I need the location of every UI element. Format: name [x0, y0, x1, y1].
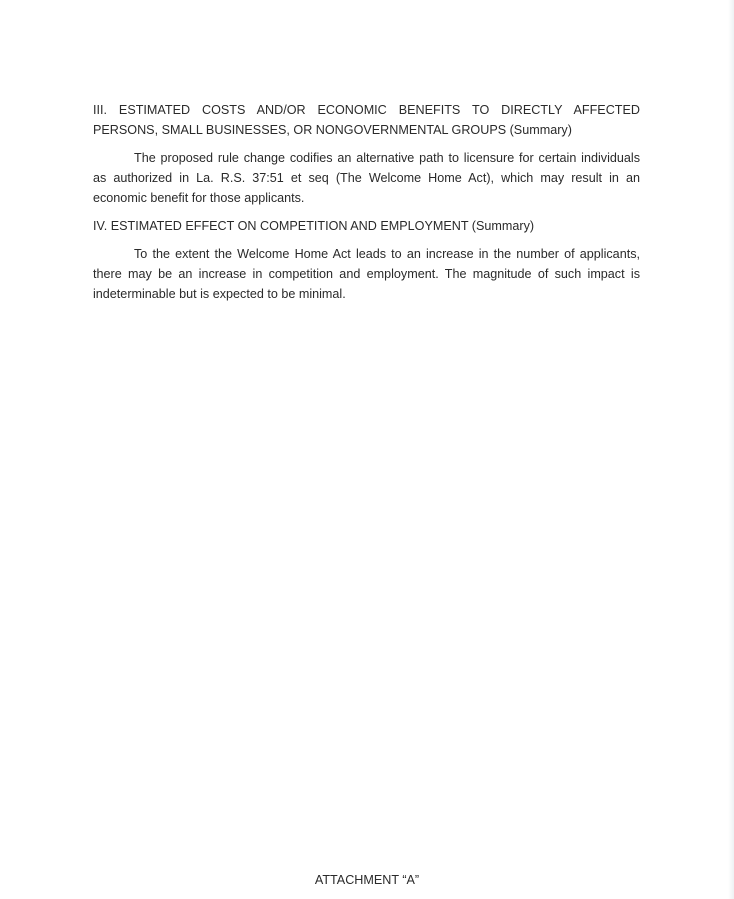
section-3-heading: III. ESTIMATED COSTS AND/OR ECONOMIC BENEFITS TO DIRECTLY AFFECTED PERSONS, SMALL BUSINESSES, OR NONGOVERNMENTAL GROUPS (Summary): [93, 103, 640, 137]
document-body: [93, 100, 640, 312]
attachment-footer: ATTACHMENT “A”: [314, 873, 420, 887]
section-4-paragraph: To the extent the Welcome Home Act leads to an increase in the number of applicants, there may be an increase in competition and employment. The magnitude of such impact is indeterminable but is expected to be minimal.: [93, 247, 640, 301]
section-3-paragraph: The proposed rule change codifies an alternative path to licensure for certain individuals as authorized in La. R.S. 37:51 et seq (The Welcome Home Act), which may result in an economic benefit for those applicants.: [93, 151, 640, 205]
page-edge-shadow: [728, 0, 734, 899]
section-4-heading: IV. ESTIMATED EFFECT ON COMPETITION AND EMPLOYMENT (Summary): [93, 219, 535, 233]
